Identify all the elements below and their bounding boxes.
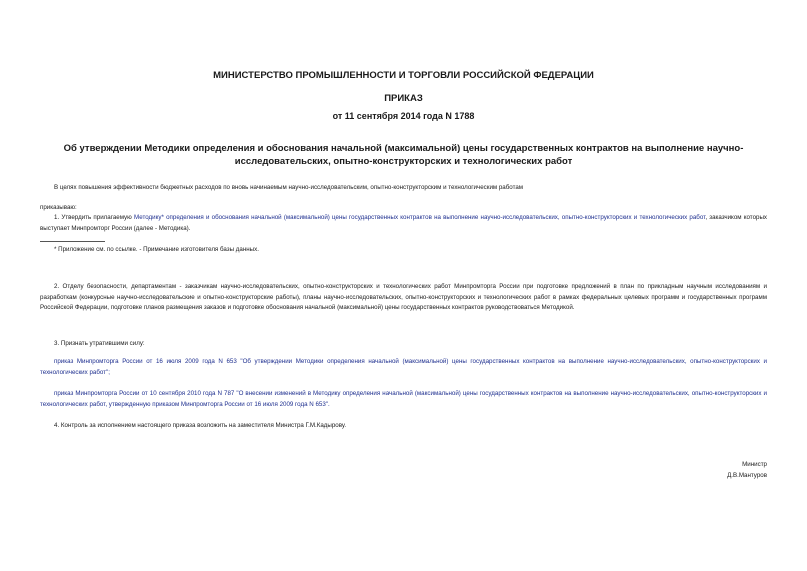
intro-paragraph: В целях повышения эффективности бюджетных расходов по вновь начинаемым научно-исследовательским, опытно-конструкторским и технологическим работам xyxy=(54,184,524,191)
signature-name: Д.В.Мантуров xyxy=(727,472,767,479)
item-3-paragraph: 3. Признать утратившими силу: xyxy=(54,340,145,347)
item-1-paragraph xyxy=(40,213,767,234)
orders-word: приказываю: xyxy=(40,204,77,211)
signature-position: Министр xyxy=(742,461,767,468)
repealed-order-787-link[interactable]: приказ Минпромторга России от 10 сентября 2010 года N 787 "О внесении изменений в Методику определения начальной (максимальной) цены государственных контрактов на выполнение научно-исследовательских, опытно-конструкторских и технологических работ, утвержденную приказом Минпромторга России от 16 июля 2009 года N 653". xyxy=(40,390,767,408)
footnote-divider xyxy=(40,241,105,242)
doc-type-heading: ПРИКАЗ xyxy=(384,93,423,104)
item-1-prefix: 1. Утвердить прилагаемую xyxy=(54,214,132,221)
ministry-heading: МИНИСТЕРСТВО ПРОМЫШЛЕННОСТИ И ТОРГОВЛИ РОССИЙСКОЙ ФЕДЕРАЦИИ xyxy=(213,70,594,81)
methodology-link[interactable]: Методику* определения и обоснования начальной (максимальной) цены государственных контрактов на выполнение научно-исследовательских, опытно-конструкторских и технологических работ xyxy=(134,214,706,221)
document-title: Об утверждении Методики определения и обоснования начальной (максимальной) цены государственных контрактов на выполнение научно-исследовательских, опытно-конструкторских и технологических работ xyxy=(63,143,744,167)
date-number: от 11 сентября 2014 года N 1788 xyxy=(332,111,475,121)
item-4-paragraph: 4. Контроль за исполнением настоящего приказа возложить на заместителя Министра Г.М.Кадырову. xyxy=(54,422,347,429)
item-1-suffix: , заказчиком которых выступает Минпромторг России (далее - Методика). xyxy=(40,214,767,232)
footnote: * Приложение см. по ссылке. - Примечание изготовителя базы данных. xyxy=(54,246,259,253)
repealed-order-653-link[interactable]: приказ Минпромторга России от 16 июля 2009 года N 653 "Об утверждении Методики определения начальной (максимальной) цены государственных контрактов на выполнение научно-исследовательских, опытно-конструкторских и технологических работ"; xyxy=(40,358,767,376)
item-2-paragraph: 2. Отделу безопасности, департаментам - заказчикам научно-исследовательских, опытно-конструкторских и технологических работ Минпромторга России при подготовке предложений в план по прикладным научным исследованиям и разработкам (конкурсные научно-исследовательские и опытно-конструкторские работы), планы научно-исследовательских, опытно-конструкторских и технологических работ в рамках федеральных целевых программ и государственных программ Российской Федерации, подготовке планов размещения заказов и подготовке обоснования начальной (максимальной) цены государственных контрактов руководствоваться Методикой. xyxy=(40,283,767,311)
